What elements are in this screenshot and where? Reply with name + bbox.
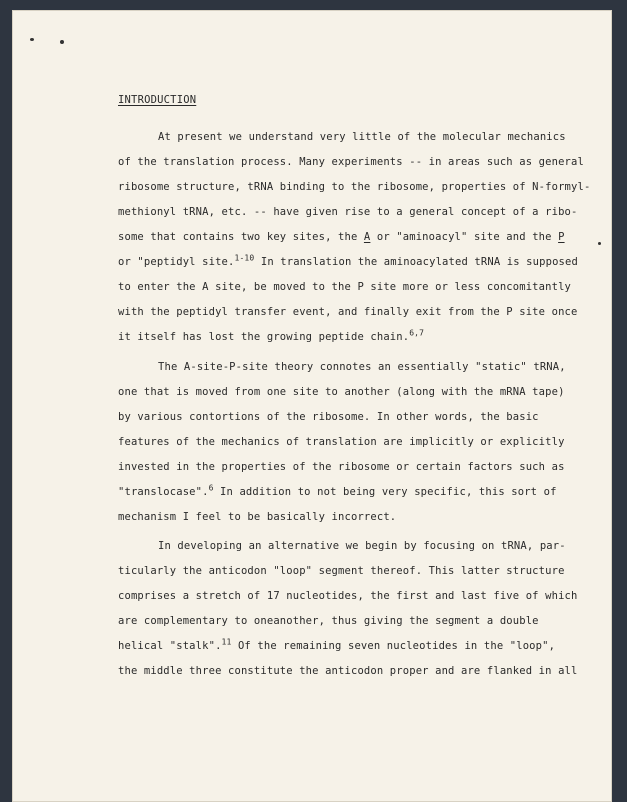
paragraph-line: methionyl tRNA, etc. -- have given rise to a general concept of a ribo- xyxy=(118,206,578,218)
paragraph-line: ticularly the anticodon "loop" segment thereof. This latter structure xyxy=(118,565,565,577)
line-text: In addition to not being very specific, this sort of xyxy=(213,486,557,498)
paragraph-line: by various contortions of the ribosome. In other words, the basic xyxy=(118,411,539,423)
paragraph-line xyxy=(118,483,568,498)
citation-superscript: 6 xyxy=(208,483,214,493)
citation-superscript: 1-10 xyxy=(234,253,255,263)
page-speck-mark xyxy=(60,40,64,44)
paragraph-line: with the peptidyl transfer event, and finally exit from the P site once xyxy=(118,306,578,318)
paragraph-line: to enter the A site, be moved to the P site more or less concomitantly xyxy=(118,281,572,293)
citation-superscript: 6,7 xyxy=(409,328,425,338)
paragraph-line xyxy=(118,328,568,343)
paragraph-line xyxy=(118,231,568,243)
citation-superscript: 11 xyxy=(221,637,232,647)
paragraph-line: At present we understand very little of the molecular mechanics xyxy=(158,131,566,143)
paragraph-line xyxy=(118,637,568,652)
underlined-site-letter: A xyxy=(363,231,371,243)
line-text: it itself has lost the growing peptide chain. xyxy=(118,331,410,343)
page-speck-mark xyxy=(30,38,34,41)
line-text: or "peptidyl site. xyxy=(118,256,235,268)
paragraph-line: of the translation process. Many experiments -- in areas such as general xyxy=(118,156,584,168)
paragraph-line: In developing an alternative we begin by focusing on tRNA, par- xyxy=(158,540,566,552)
line-text: some that contains two key sites, the xyxy=(118,231,364,243)
paragraph-line: mechanism I feel to be basically incorrect. xyxy=(118,511,397,523)
section-heading: INTRODUCTION xyxy=(118,94,197,106)
line-text: "translocase". xyxy=(118,486,209,498)
paragraph-line: the middle three constitute the anticodon proper and are flanked in all xyxy=(118,665,578,677)
paragraph-line: comprises a stretch of 17 nucleotides, the first and last five of which xyxy=(118,590,578,602)
page-speck-mark xyxy=(598,242,601,245)
underlined-site-letter: P xyxy=(558,231,565,243)
paragraph-line: features of the mechanics of translation are implicitly or explicitly xyxy=(118,436,565,448)
paragraph-line: are complementary to oneanother, thus giving the segment a double xyxy=(118,615,539,627)
line-text: or "aminoacyl" site and the xyxy=(370,231,559,243)
line-text: helical "stalk". xyxy=(118,640,222,652)
paragraph-line: The A-site-P-site theory connotes an essentially "static" tRNA, xyxy=(158,361,566,373)
line-text: In translation the aminoacylated tRNA is supposed xyxy=(254,256,578,268)
line-text: Of the remaining seven nucleotides in the "loop", xyxy=(231,640,556,652)
paragraph-line: ribosome structure, tRNA binding to the ribosome, properties of N-formyl- xyxy=(118,181,591,193)
document-page xyxy=(12,10,612,802)
paragraph-line: invested in the properties of the ribosome or certain factors such as xyxy=(118,461,565,473)
paragraph-line xyxy=(118,253,578,268)
paragraph-line: one that is moved from one site to another (along with the mRNA tape) xyxy=(118,386,565,398)
